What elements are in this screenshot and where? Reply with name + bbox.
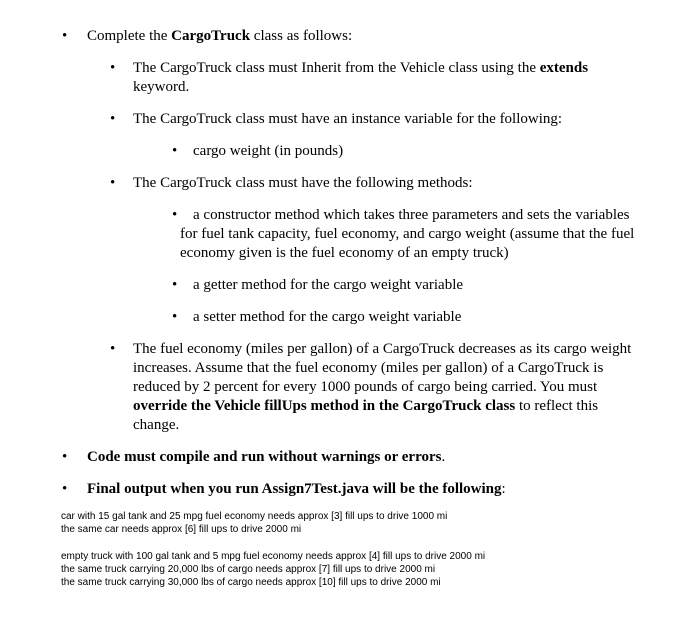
keyword-extends: extends (539, 60, 589, 76)
text-run: . (441, 449, 446, 465)
text-run: The CargoTruck class must Inherit from the Vehicle class using the (133, 60, 540, 76)
bullet-marker: • (172, 309, 178, 325)
bullet-marker: • (110, 175, 116, 191)
bullet-marker: • (110, 60, 116, 76)
instruction-constructor-line1: a constructor method which takes three parameters and sets the variables (193, 207, 630, 223)
final-output-bold: Final output when you run Assign7Test.java will be the following (87, 481, 502, 497)
text-run: class as follows: (250, 28, 353, 44)
class-name-bold: CargoTruck (171, 28, 251, 44)
output-line: the same truck carrying 20,000 lbs of cargo needs approx [7] fill ups to drive 2000 mi (61, 564, 436, 575)
instruction-final-output (87, 480, 506, 499)
instruction-cargo-weight: cargo weight (in pounds) (193, 143, 344, 159)
instruction-getter: a getter method for the cargo weight variable (193, 277, 464, 293)
instruction-compile (87, 448, 445, 467)
instruction-constructor-line2: for fuel tank capacity, fuel economy, and cargo weight (assume that the fuel (180, 226, 635, 242)
text-run: to reflect this (515, 398, 599, 414)
output-line: car with 15 gal tank and 25 mpg fuel economy needs approx [3] fill ups to drive 1000 mi (61, 511, 448, 522)
bullet-marker: • (172, 277, 178, 293)
output-line: the same truck carrying 30,000 lbs of cargo needs approx [10] fill ups to drive 2000 mi (61, 577, 441, 588)
instruction-fuel-line3: reduced by 2 percent for every 1000 pounds of cargo being carried. You must (133, 379, 598, 395)
compile-requirement-bold: Code must compile and run without warnings or errors (87, 449, 442, 465)
instruction-fuel-line4 (133, 397, 598, 416)
bullet-marker: • (172, 143, 178, 159)
text-run: Complete the (87, 28, 172, 44)
instruction-inherit (133, 59, 653, 78)
instruction-fuel-line5: change. (133, 417, 180, 433)
override-requirement-bold: override the Vehicle fillUps method in the CargoTruck class (133, 398, 516, 414)
instruction-instance-variable: The CargoTruck class must have an instance variable for the following: (133, 111, 563, 127)
output-line: empty truck with 100 gal tank and 5 mpg fuel economy needs approx [4] fill ups to drive 2000 mi (61, 551, 486, 562)
bullet-marker: • (62, 28, 68, 44)
instruction-fuel-line2: increases. Assume that the fuel economy (miles per gallon) of a CargoTruck is (133, 360, 604, 376)
instruction-fuel-line1: The fuel economy (miles per gallon) of a CargoTruck decreases as its cargo weight (133, 341, 632, 357)
bullet-marker: • (62, 449, 68, 465)
text-run: : (501, 481, 506, 497)
instruction-methods-intro: The CargoTruck class must have the following methods: (133, 175, 473, 191)
instruction-constructor-line3: economy given is the fuel economy of an empty truck) (180, 245, 509, 261)
bullet-marker: • (110, 341, 116, 357)
bullet-marker: • (62, 481, 68, 497)
instruction-setter: a setter method for the cargo weight variable (193, 309, 462, 325)
output-line: the same car needs approx [6] fill ups to drive 2000 mi (61, 524, 302, 535)
bullet-marker: • (172, 207, 178, 223)
instruction-complete-class (87, 27, 352, 46)
bullet-marker: • (110, 111, 116, 127)
instruction-inherit-cont: keyword. (133, 79, 190, 95)
